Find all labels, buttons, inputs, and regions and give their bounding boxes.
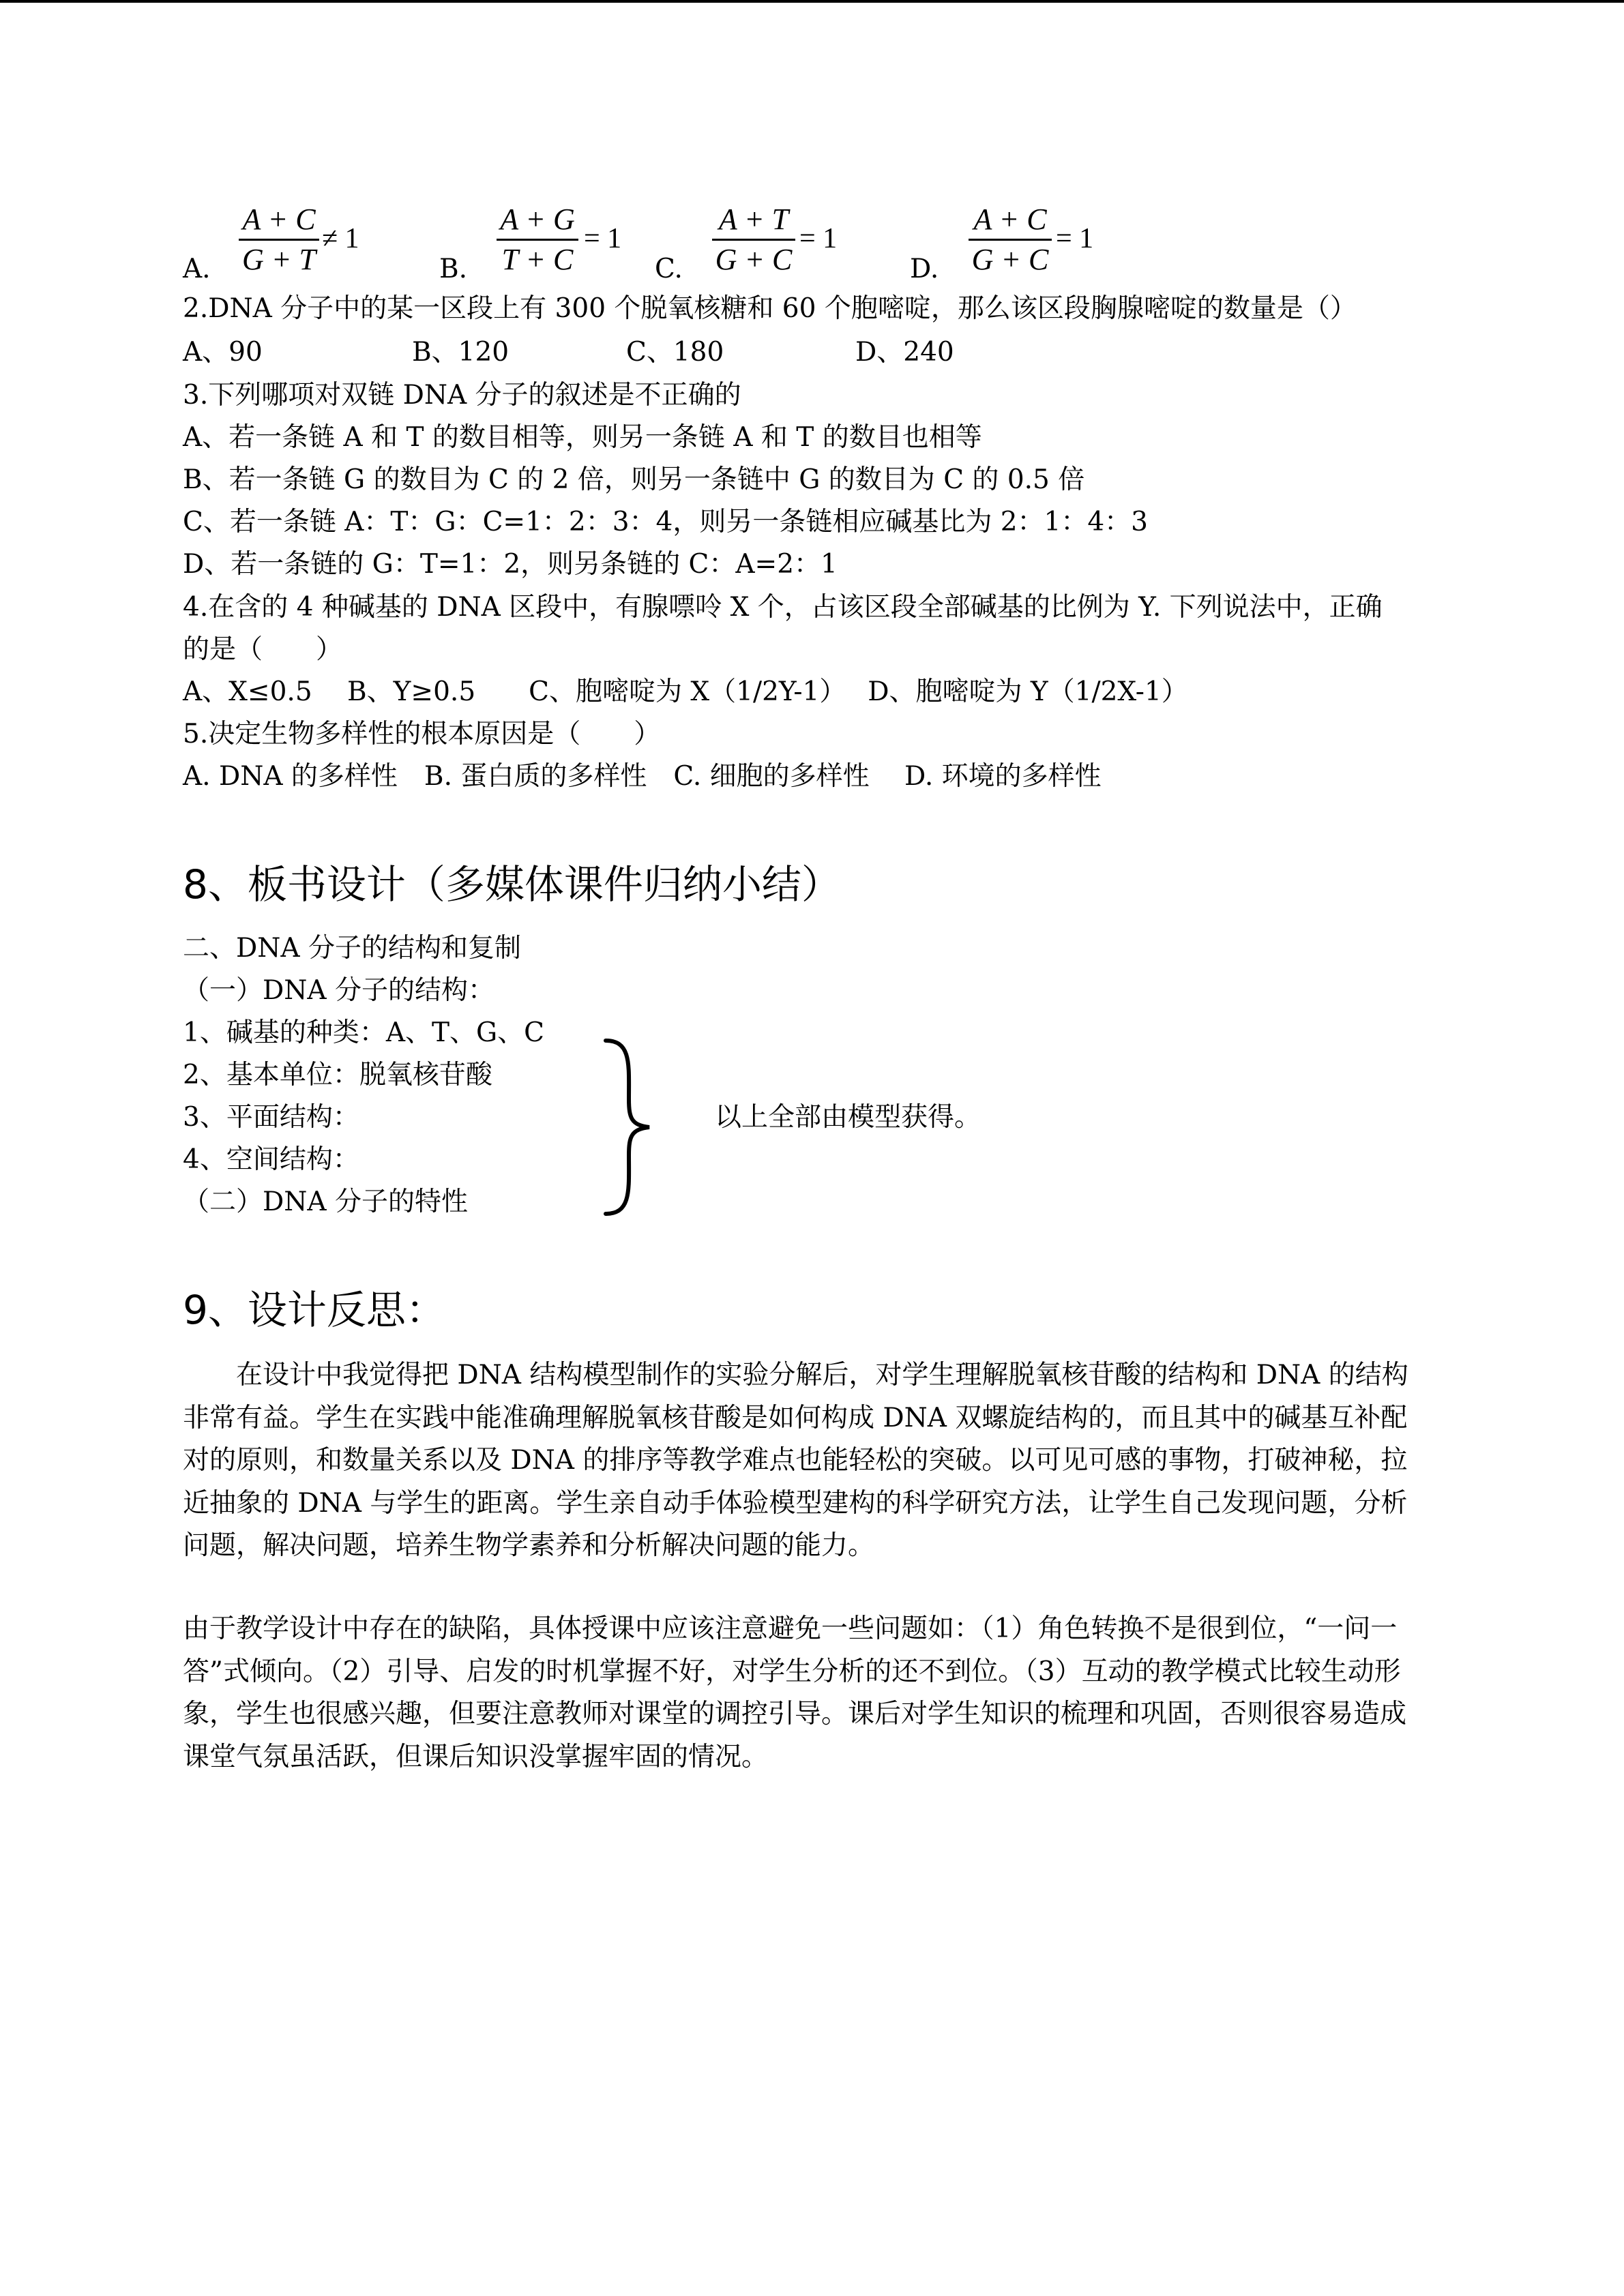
q1-option-d-numerator: A + C	[973, 203, 1047, 236]
q1-option-d-denominator: G + C	[971, 243, 1049, 276]
reflection-paragraph-2: 由于教学设计中存在的缺陷，具体授课中应该注意避免一些问题如：（1）角色转换不是很到位，“一问一答”式倾向。（2）引导、启发的时机掌握不好，对学生分析的还不到位。（3）互动的教学模式比较生动形象，学生也很感兴趣，但要注意教师对课堂的调控引导。课后对学生知识的梳理和巩固，否则很容易造成课堂气氛虽活跃，但课后知识没掌握牢固的情况。	[183, 1613, 1407, 1772]
board-line-2: （一）DNA 分子的结构：	[183, 975, 494, 1006]
question-3-option-d: D、若一条链的 G：T=1：2，则另条链的 C：A=2：1	[183, 549, 838, 580]
board-line-5: 3、平面结构：	[183, 1102, 359, 1133]
section-9-heading: 9、设计反思：	[183, 1287, 445, 1333]
board-line-7: （二）DNA 分子的特性	[183, 1187, 468, 1217]
top-border	[0, 0, 1624, 3]
q1-option-c-numerator: A + T	[718, 203, 789, 236]
question-2-option-c: C、180	[626, 337, 724, 368]
q1-option-a-fraction	[239, 202, 319, 278]
question-3-option-a: A、若一条链 A 和 T 的数目相等，则另一条链 A 和 T 的数目也相等	[183, 422, 982, 453]
question-2-option-a: A、90	[183, 337, 263, 368]
q1-option-d-relation: = 1	[1056, 223, 1094, 254]
q1-option-d-fraction	[969, 202, 1052, 278]
section-8-heading: 8、板书设计（多媒体课件归纳小结）	[183, 861, 841, 908]
question-5-options: A. DNA 的多样性 B. 蛋白质的多样性 C. 细胞的多样性 D. 环境的多样性	[183, 761, 1102, 792]
reflection-paragraph-1	[183, 1354, 1424, 1568]
question-4-options: A、X≤0.5 B、Y≥0.5 C、胞嘧啶为 X（1/2Y-1） D、胞嘧啶为 Y（1/2X-1）	[183, 676, 1188, 707]
q1-option-b-fraction	[497, 202, 578, 278]
board-line-1: 二、DNA 分子的结构和复制	[183, 933, 521, 964]
q1-option-a-label: A.	[183, 254, 211, 284]
board-line-6: 4、空间结构：	[183, 1144, 359, 1175]
question-2: 2.DNA 分子中的某一区段上有 300 个脱氧核糖和 60 个胞嘧啶，那么该区段胸腺嘧啶的数量是（）	[183, 293, 1357, 324]
q1-option-a-denominator: G + T	[242, 243, 316, 276]
right-brace-icon	[600, 1038, 655, 1217]
board-line-3: 1、碱基的种类：A、T、G、C	[183, 1017, 544, 1048]
question-2-option-d: D、240	[855, 337, 954, 368]
q1-option-a-relation: ≠ 1	[322, 223, 359, 254]
q1-option-d-label: D.	[910, 254, 939, 284]
question-5: 5.决定生物多样性的根本原因是（ ）	[183, 719, 661, 749]
question-3: 3.下列哪项对双链 DNA 分子的叙述是不正确的	[183, 380, 741, 411]
board-line-4: 2、基本单位：脱氧核苷酸	[183, 1060, 492, 1090]
brace-note: 以上全部由模型获得。	[715, 1102, 981, 1133]
q1-option-b-numerator: A + G	[500, 203, 575, 236]
q1-option-a-numerator: A + C	[242, 203, 316, 236]
q1-option-b-relation: = 1	[584, 223, 622, 254]
question-3-option-c: C、若一条链 A：T：G：C=1：2：3：4，则另一条链相应碱基比为 2：1：4：3	[183, 507, 1148, 537]
question-2-option-b: B、120	[412, 337, 510, 368]
q1-option-b-denominator: T + C	[501, 243, 574, 276]
q1-option-c-fraction	[712, 202, 795, 278]
question-3-option-b: B、若一条链 G 的数目为 C 的 2 倍，则另一条链中 G 的数目为 C 的 0.5 倍	[183, 464, 1085, 495]
question-4-continued: 的是（ ）	[183, 634, 343, 665]
reflection-paragraph-1-text: 在设计中我觉得把 DNA 结构模型制作的实验分解后，对学生理解脱氧核苷酸的结构和 DNA 的结构非常有益。学生在实践中能准确理解脱氧核苷酸是如何构成 DNA 双螺旋结构的，而且其中的碱基互补配对的原则，和数量关系以及 DNA 的排序等教学难点也能轻松的突破。以可见可感的事物，打破神秘，拉近抽象的 DNA 与学生的距离。学生亲自动手体验模型建构的科学研究方法，让学生自己发现问题，分析问题，解决问题，培养生物学素养和分析解决问题的能力。	[183, 1360, 1408, 1561]
q1-option-c-relation: = 1	[799, 223, 838, 254]
question-4: 4.在含的 4 种碱基的 DNA 区段中，有腺嘌呤 X 个，占该区段全部碱基的比例为 Y. 下列说法中，正确	[183, 592, 1383, 623]
q1-option-c-label: C.	[655, 254, 683, 284]
q1-option-c-denominator: G + C	[715, 243, 793, 276]
q1-option-b-label: B.	[439, 254, 468, 284]
